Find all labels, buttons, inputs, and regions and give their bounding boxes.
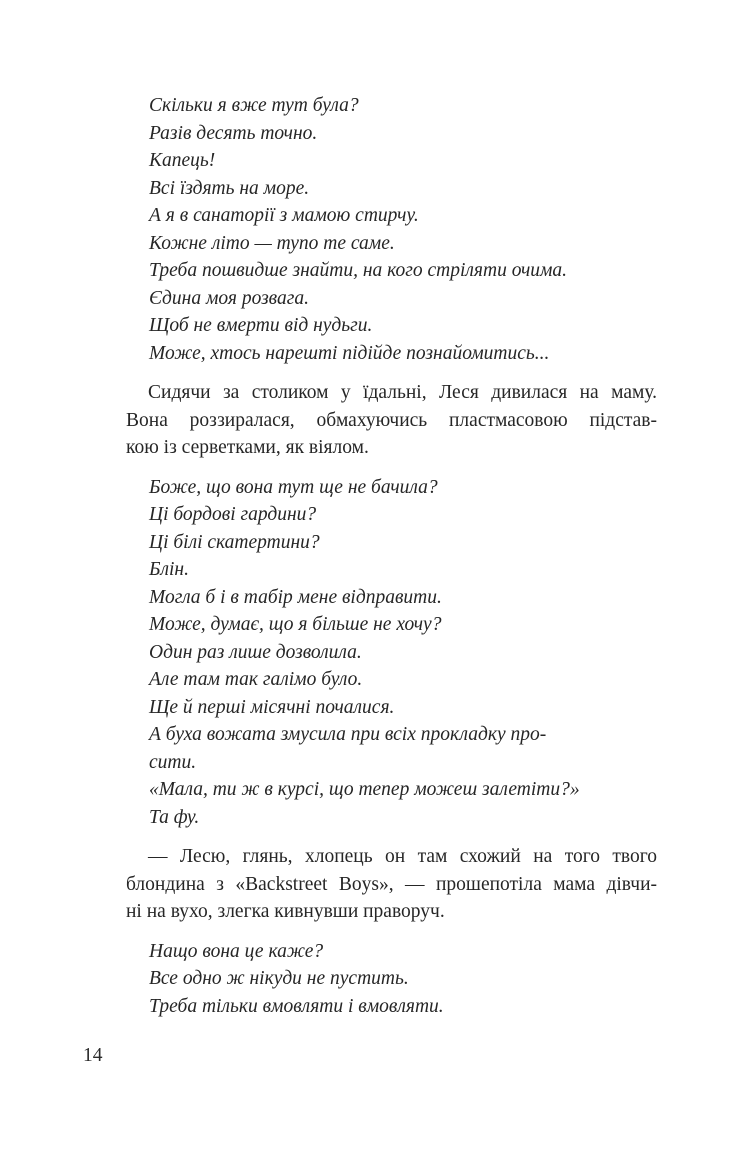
narration-line: ні на вухо, злегка кивнувши праворуч. — [126, 901, 445, 922]
narration-paragraph-1 — [126, 379, 657, 462]
inner-monologue-block-1 — [126, 92, 657, 367]
monologue-line: Один раз лише дозволила. — [149, 641, 362, 663]
monologue-line: Ці бордові гардини? — [149, 504, 317, 525]
monologue-line: А буха вожата змусила при всіх прокладку про- — [149, 724, 547, 745]
monologue-line: Ще й перші місячні почалися. — [149, 696, 395, 718]
monologue-line: Боже, що вона тут ще не бачила? — [149, 476, 438, 498]
monologue-line: Але там так галімо було. — [149, 669, 363, 690]
monologue-line: Треба тільки вмовляти і вмовляти. — [149, 995, 444, 1017]
monologue-line: Щоб не вмерти від нудьги. — [149, 315, 373, 336]
monologue-line: Може, хтось нарешті підійде познайомитись... — [149, 342, 550, 364]
monologue-line: Нащо вона це каже? — [149, 940, 324, 962]
narration-line: кою із серветками, як віялом. — [126, 437, 369, 458]
monologue-line: Ці білі скатертини? — [149, 531, 320, 553]
narration-line: блондина з «Backstreet Boys», — прошепотіла мама дівчи- — [126, 873, 657, 895]
monologue-line: «Мала, ти ж в курсі, що тепер можеш залетіти?» — [149, 779, 580, 800]
monologue-line: Могла б і в табір мене відправити. — [149, 586, 442, 608]
monologue-line: Єдина моя розвага. — [149, 287, 309, 309]
page-text-column — [126, 92, 657, 1020]
monologue-line: Всі їздять на море. — [149, 177, 310, 199]
monologue-line: Все одно ж нікуди не пустить. — [149, 968, 409, 989]
page-number: 14 — [83, 1045, 103, 1066]
monologue-line: сити. — [149, 751, 197, 773]
narration-line: Вона роззиралася, обмахуючись пластмасовою підстав- — [126, 409, 657, 431]
narration-paragraph-2 — [126, 843, 657, 926]
inner-monologue-block-3 — [126, 938, 657, 1021]
narration-line: — Лесю, глянь, хлопець он там схожий на того твого — [148, 846, 657, 867]
narration-line: Сидячи за столиком у їдальні, Леся дивилася на маму. — [148, 382, 657, 403]
monologue-line: Та фу. — [149, 806, 200, 828]
monologue-line: Разів десять точно. — [149, 122, 318, 144]
monologue-line: А я в санаторії з мамою стирчу. — [149, 205, 419, 226]
monologue-line: Блін. — [149, 559, 189, 580]
monologue-line: Капець! — [149, 150, 216, 171]
monologue-line: Кожне літо — тупо те саме. — [149, 232, 395, 254]
monologue-line: Скільки я вже тут була? — [149, 95, 359, 116]
monologue-line: Може, думає, що я більше не хочу? — [149, 614, 442, 635]
monologue-line: Треба пошвидше знайти, на кого стріляти очима. — [149, 260, 568, 281]
inner-monologue-block-2 — [126, 474, 657, 832]
